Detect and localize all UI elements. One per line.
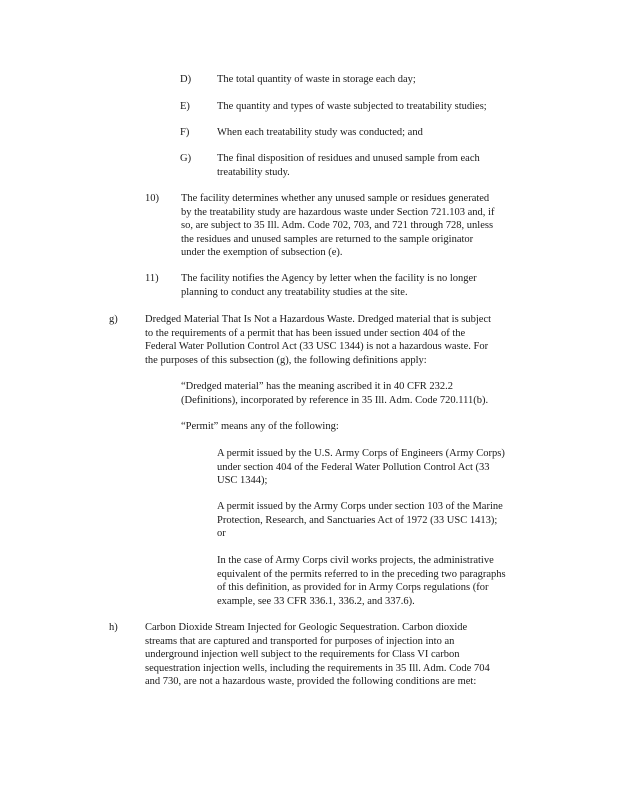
text-line: so, are subject to 35 Ill. Adm. Code 702, 703, and 721 through 728, unless: [181, 220, 494, 231]
item-text-d: [217, 73, 547, 87]
text-line: USC 1344);: [217, 475, 268, 486]
text-line: planning to conduct any treatability studies at the site.: [181, 286, 408, 298]
item-text-h: [145, 621, 545, 689]
text-line: of this definition, as provided for in Army Corps regulations (for: [217, 582, 489, 593]
text-line: underground injection well subject to the requirements for Class VI carbon: [145, 649, 460, 660]
text-line: the purposes of this subsection (g), the following definitions apply:: [145, 354, 427, 366]
text-line: under section 404 of the Federal Water Pollution Control Act (33: [217, 461, 490, 473]
text-line: to the requirements of a permit that has been issued under section 404 of the: [145, 327, 466, 339]
text-line: equivalent of the permits referred to in the preceding two paragraphs: [217, 568, 506, 580]
dredged-material-definition: [181, 380, 546, 407]
text-line: Federal Water Pollution Control Act (33 USC 1344) is not a hazardous waste. For: [145, 341, 489, 352]
item-label-e: E): [180, 101, 190, 112]
item-text-e: [217, 100, 547, 114]
text-line: by the treatability study are hazardous waste under Section 721.103 and, if: [181, 206, 495, 218]
item-text-f: [217, 126, 547, 140]
text-line: “Permit” means any of the following:: [181, 421, 339, 432]
text-line: and 730, are not a hazardous waste, provided the following conditions are met:: [145, 676, 477, 687]
item-label-11: 11): [145, 273, 159, 284]
item-text-10: [181, 192, 546, 260]
item-text-g: [145, 313, 545, 367]
text-line: streams that are captured and transported for purposes of injection into an: [145, 635, 455, 647]
text-line: The total quantity of waste in storage each day;: [217, 74, 416, 85]
item-label-h: h): [109, 622, 118, 633]
item-label-10: 10): [145, 193, 159, 204]
text-line: The facility notifies the Agency by letter when the facility is no longer: [181, 273, 477, 284]
text-line: When each treatability study was conducted; and: [217, 127, 423, 138]
text-line: Carbon Dioxide Stream Injected for Geologic Sequestration. Carbon dioxide: [145, 622, 468, 633]
text-line: example, see 33 CFR 336.1, 336.2, and 337.6).: [217, 595, 415, 607]
permit-definition: [181, 420, 546, 434]
text-line: In the case of Army Corps civil works projects, the administrative: [217, 555, 494, 566]
permit-option-civil-works: [217, 554, 547, 608]
text-line: A permit issued by the U.S. Army Corps of Engineers (Army Corps): [217, 448, 505, 459]
text-line: treatability study.: [217, 166, 290, 178]
text-line: “Dredged material” has the meaning ascribed it in 40 CFR 232.2: [181, 381, 454, 392]
item-label-g-upper: G): [180, 153, 192, 164]
text-line: under the exemption of subsection (e).: [181, 247, 343, 258]
permit-option-marine-protection: [217, 500, 547, 541]
item-label-g: g): [109, 314, 118, 325]
item-text-g-upper: [217, 152, 547, 179]
text-line: Protection, Research, and Sanctuaries Act of 1972 (33 USC 1413);: [217, 514, 498, 526]
permit-option-army-corps: [217, 447, 547, 488]
text-line: A permit issued by the Army Corps under section 103 of the Marine: [217, 501, 503, 512]
item-label-d: D): [180, 74, 192, 85]
text-line: Dredged Material That Is Not a Hazardous Waste. Dredged material that is subject: [145, 314, 492, 325]
item-text-11: [181, 272, 546, 299]
text-line: (Definitions), incorporated by reference in 35 Ill. Adm. Code 720.111(b).: [181, 394, 489, 406]
text-line: The final disposition of residues and unused sample from each: [217, 153, 480, 164]
text-line: the residues and unused samples are returned to the sample originator: [181, 233, 474, 245]
text-line: sequestration injection wells, including the requirements in 35 Ill. Adm. Code 704: [145, 662, 490, 674]
text-line: The quantity and types of waste subjected to treatability studies;: [217, 101, 487, 112]
item-label-f: F): [180, 127, 190, 138]
text-line: or: [217, 528, 226, 539]
text-line: The facility determines whether any unused sample or residues generated: [181, 193, 490, 204]
